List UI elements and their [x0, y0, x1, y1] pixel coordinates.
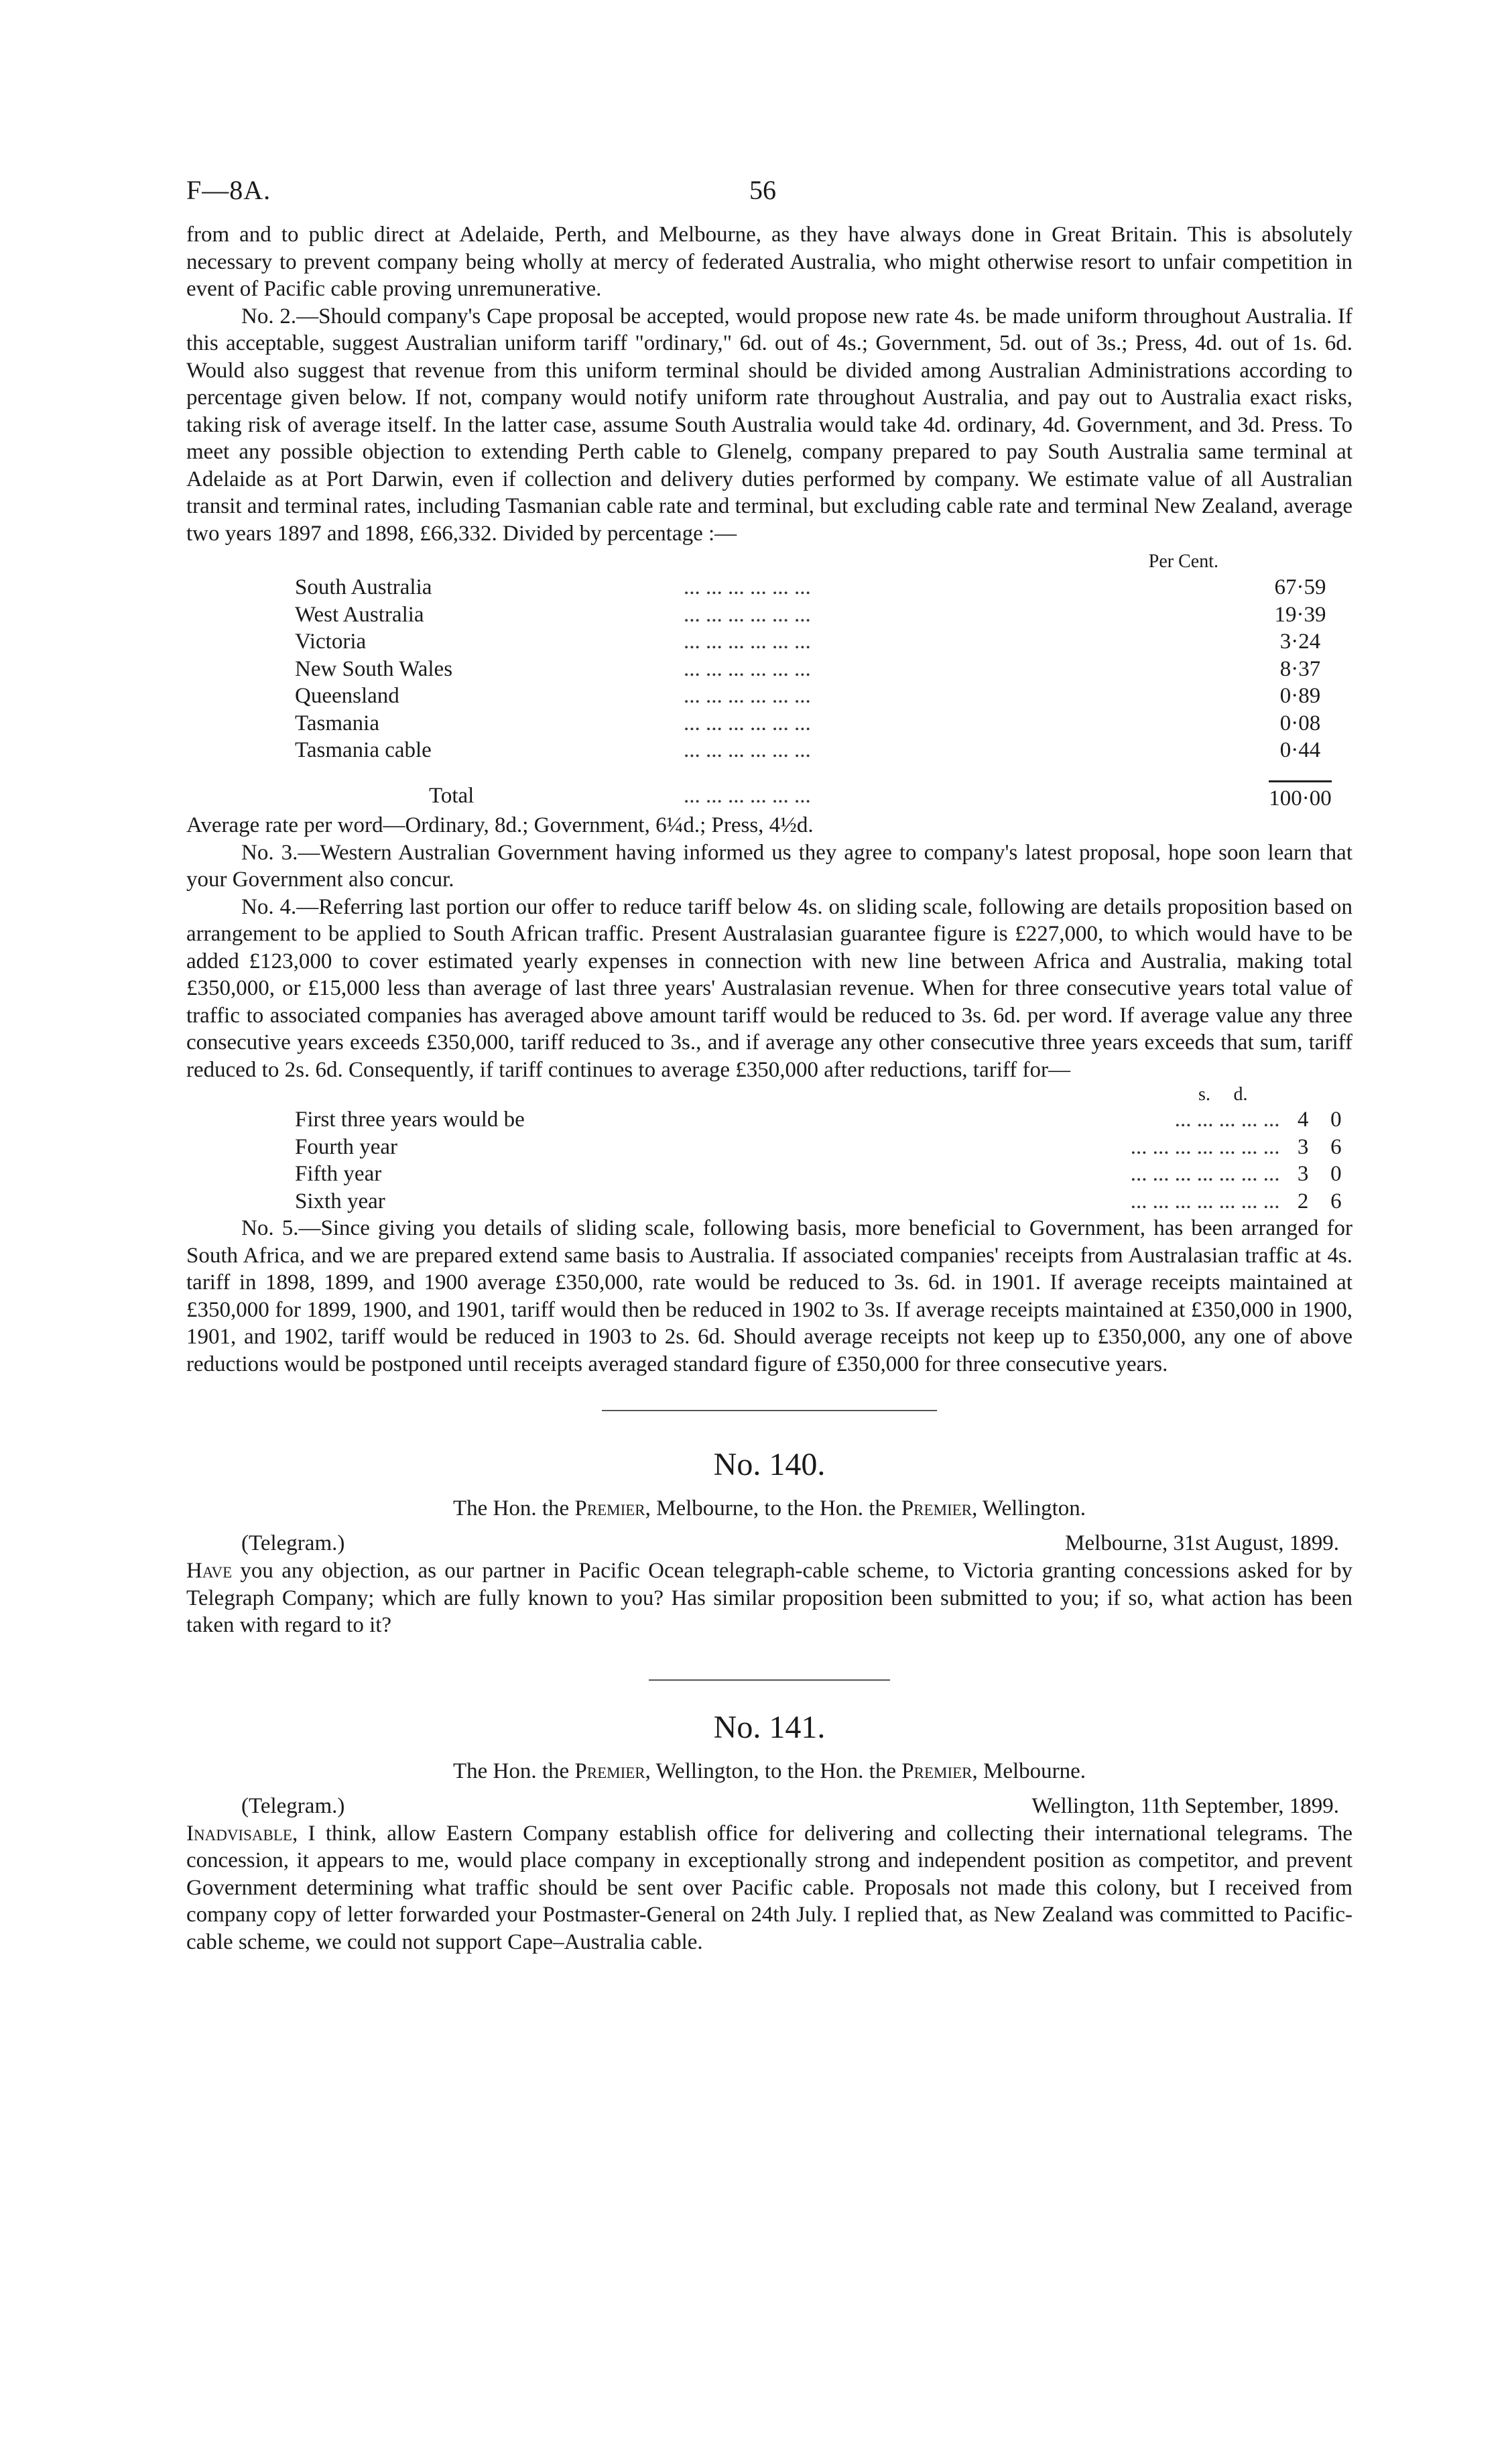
telegram-141-body: Inadvisable, I think, allow Eastern Company establish office for delivering and collecting their international telegrams. The concession, it appears to me, would place company in exceptionally strong and independent position as competitor, and prevent Government determining what traffic should be sent over Pacific cable. Proposals not made this colony, but I received from company copy of letter forwarded your Postmaster-General on 24th July. I replied that, as New Zealand was committed to Pacific-cable scheme, we could not support Cape–Australia cable.: [186, 1821, 1352, 1954]
average-rate-line: Average rate per word—Ordinary, 8d.; Government, 6¼d.; Press, 4½d.: [186, 813, 814, 837]
dot-leader: ... ... ... ... ... ...: [684, 630, 811, 654]
shillings-header: s.: [1198, 1084, 1210, 1105]
dot-leader: ... ... ... ... ... ...: [684, 784, 811, 808]
region-label: West Australia: [295, 602, 424, 627]
paragraph-no-3: No. 3.—Western Australian Government having informed us they agree to company's latest proposal, hope soon learn that your Government also concur.: [186, 840, 1352, 892]
dot-leader: ... ... ... ... ... ... ...: [1130, 1134, 1280, 1159]
pence-value: 6: [1330, 1189, 1342, 1213]
telegram-141-address: The Hon. the Premier, Wellington, to the Hon. the Premier, Melbourne.: [452, 1758, 1086, 1783]
paragraph-no-4: No. 4.—Referring last portion our offer to reduce tariff below 4s. on sliding scale, following are details proposition based on arrangement to be applied to South African traffic. Present Australasian guarantee figure is £227,000, to which would have to be added £123,000 to cover estimated yearly expenses in connection with new line between Africa and Australia, making total £350,000, or £15,000 less than average of last three years' Australasian revenue. When for three consecutive years total value of traffic to associated companies has averaged above amount tariff would be reduced to 3s. 6d. per word. If average value any three consecutive years exceeds £350,000, tariff reduced to 3s., and if average any other consecutive three years exceeds that sum, tariff reduced to 2s. 6d. Consequently, if tariff continues to average £350,000 after reductions, tariff for—: [186, 894, 1352, 1082]
percent-value: 3·24: [1279, 630, 1321, 654]
pence-value: 0: [1330, 1108, 1342, 1132]
telegram-141-place-date: Wellington, 11th September, 1899.: [1031, 1793, 1339, 1818]
section-divider: [649, 1679, 890, 1681]
section-divider: [602, 1410, 937, 1411]
pence-value: 6: [1330, 1134, 1342, 1159]
shillings-value: 4: [1297, 1108, 1309, 1132]
percentage-total-row: [295, 764, 1347, 813]
tariff-period-label: Fifth year: [295, 1162, 382, 1186]
paragraph-no-2: No. 2.—Should company's Cape proposal be accepted, would propose new rate 4s. be made uniform throughout Australia. If this acceptable, suggest Australian uniform tariff "ordinary," 6d. out of 4s.; Government, 5d. out of 3s.; Press, 4d. out of 1s. 6d. Would also suggest that revenue from this uniform terminal should be divided among Australian Administrations according to percentage given below. If not, company would notify uniform rate throughout Australia, and pay out to Australia exact risks, taking risk of average itself. In the latter case, assume South Australia would take 4d. ordinary, 4d. Government, and 3d. Press. To meet any possible objection to extending Perth cable to Glenelg, company prepared to pay South Australia same terminal at Adelaide as at Port Darwin, even if collection and delivery duties performed by company. We estimate value of all Australian transit and terminal rates, including Tasmanian cable rate and terminal, but excluding cable rate and terminal New Zealand, average two years 1897 and 1898, £66,332. Divided by percentage :—: [186, 304, 1352, 546]
percentage-row: [295, 628, 1347, 656]
tariff-row: [295, 1134, 1352, 1161]
tariff-period-label: First three years would be: [295, 1108, 525, 1132]
percentage-row: [295, 601, 1347, 629]
shillings-value: 3: [1297, 1134, 1309, 1159]
telegram-140-meta: [186, 1529, 1352, 1557]
dot-leader: ... ... ... ... ... ...: [684, 684, 811, 708]
telegram-141-meta: [186, 1792, 1352, 1820]
pence-header: d.: [1233, 1084, 1248, 1105]
tariff-row: [295, 1160, 1352, 1188]
percent-value: 0·89: [1279, 684, 1321, 708]
telegram-141-type: (Telegram.): [241, 1793, 345, 1818]
telegram-140-type: (Telegram.): [241, 1531, 345, 1555]
percent-value: 67·59: [1274, 575, 1326, 599]
region-label: Queensland: [295, 684, 399, 708]
region-label: New South Wales: [295, 656, 453, 681]
region-label: South Australia: [295, 575, 432, 599]
region-label: Tasmania: [295, 711, 379, 735]
dot-leader: ... ... ... ... ... ...: [684, 738, 811, 762]
percentage-table: [295, 574, 1347, 812]
shillings-value: 3: [1297, 1162, 1309, 1186]
shillings-value: 2: [1297, 1189, 1309, 1213]
page-header: [186, 168, 1352, 221]
percentage-row: [295, 656, 1347, 683]
region-label: Victoria: [295, 630, 367, 654]
total-label: Total: [429, 784, 475, 808]
dot-leader: ... ... ... ... ... ...: [684, 575, 811, 599]
dot-leader: ... ... ... ... ... ... ...: [1130, 1189, 1280, 1213]
page-number: 56: [749, 175, 776, 205]
tariff-row: [295, 1188, 1352, 1215]
percent-value: 8·37: [1279, 656, 1321, 681]
tariff-period-label: Fourth year: [295, 1134, 398, 1159]
total-value-cell: [1253, 764, 1347, 813]
percent-value: 0·44: [1279, 738, 1321, 762]
dot-leader: ... ... ... ... ... ...: [684, 656, 811, 681]
document-page: [186, 168, 1352, 1956]
dot-leader: ... ... ... ... ...: [1174, 1108, 1280, 1132]
telegram-140-place-date: Melbourne, 31st August, 1899.: [1065, 1531, 1339, 1555]
telegram-140-body: Have you any objection, as our partner in Pacific Ocean telegraph-cable scheme, to Victoria granting concessions asked for by Telegraph Company; which are fully known to you? Has similar proposition been submitted to you; if so, what action has been taken with regard to it?: [186, 1559, 1352, 1637]
pence-value: 0: [1330, 1162, 1342, 1186]
total-value: 100·00: [1269, 780, 1332, 813]
dot-leader: ... ... ... ... ... ... ...: [1130, 1162, 1280, 1186]
percentage-row: [295, 682, 1347, 710]
percentage-row: [295, 737, 1347, 764]
telegram-140-heading: No. 140.: [713, 1447, 826, 1482]
dot-leader: ... ... ... ... ... ...: [684, 711, 811, 735]
telegram-140-address: The Hon. the Premier, Melbourne, to the Hon. the Premier, Wellington.: [452, 1496, 1086, 1520]
percent-value: 0·08: [1279, 711, 1321, 735]
telegram-141-heading: No. 141.: [713, 1709, 826, 1745]
paragraph-no-5: No. 5.—Since giving you details of sliding scale, following basis, more beneficial to Government, has been arranged for South Africa, and we are prepared extend same basis to Australia. If associated companies' receipts from Australasian traffic at 4s. tariff in 1898, 1899, and 1900 average £350,000, rate would be reduced to 3s. 6d. in 1901. If average receipts maintained at £350,000 for 1899, 1900, and 1901, tariff would then be reduced in 1902 to 3s. If average receipts maintained at £350,000 in 1900, 1901, and 1902, tariff would be reduced in 1903 to 2s. 6d. Should average receipts not keep up to £350,000, any one of above reductions would be postponed until receipts averaged standard figure of £350,000 for three consecutive years.: [186, 1216, 1352, 1376]
tariff-column-header: [1186, 1083, 1352, 1106]
tariff-period-label: Sixth year: [295, 1189, 385, 1213]
percent-value: 19·39: [1274, 602, 1326, 627]
paragraph-continued: from and to public direct at Adelaide, Perth, and Melbourne, as they have always done in Great Britain. This is absolutely necessary to prevent company being wholly at mercy of federated Australia, who might otherwise resort to unfair competition in event of Pacific cable proving unremunerative.: [186, 223, 1352, 301]
percentage-row: [295, 710, 1347, 737]
percent-column-header: Per Cent.: [1148, 551, 1218, 572]
dot-leader: ... ... ... ... ... ...: [684, 602, 811, 627]
tariff-row: [295, 1106, 1352, 1134]
document-reference: F—8A.: [186, 175, 271, 205]
percentage-row: [295, 574, 1347, 601]
region-label: Tasmania cable: [295, 738, 432, 762]
tariff-table: [295, 1106, 1352, 1215]
